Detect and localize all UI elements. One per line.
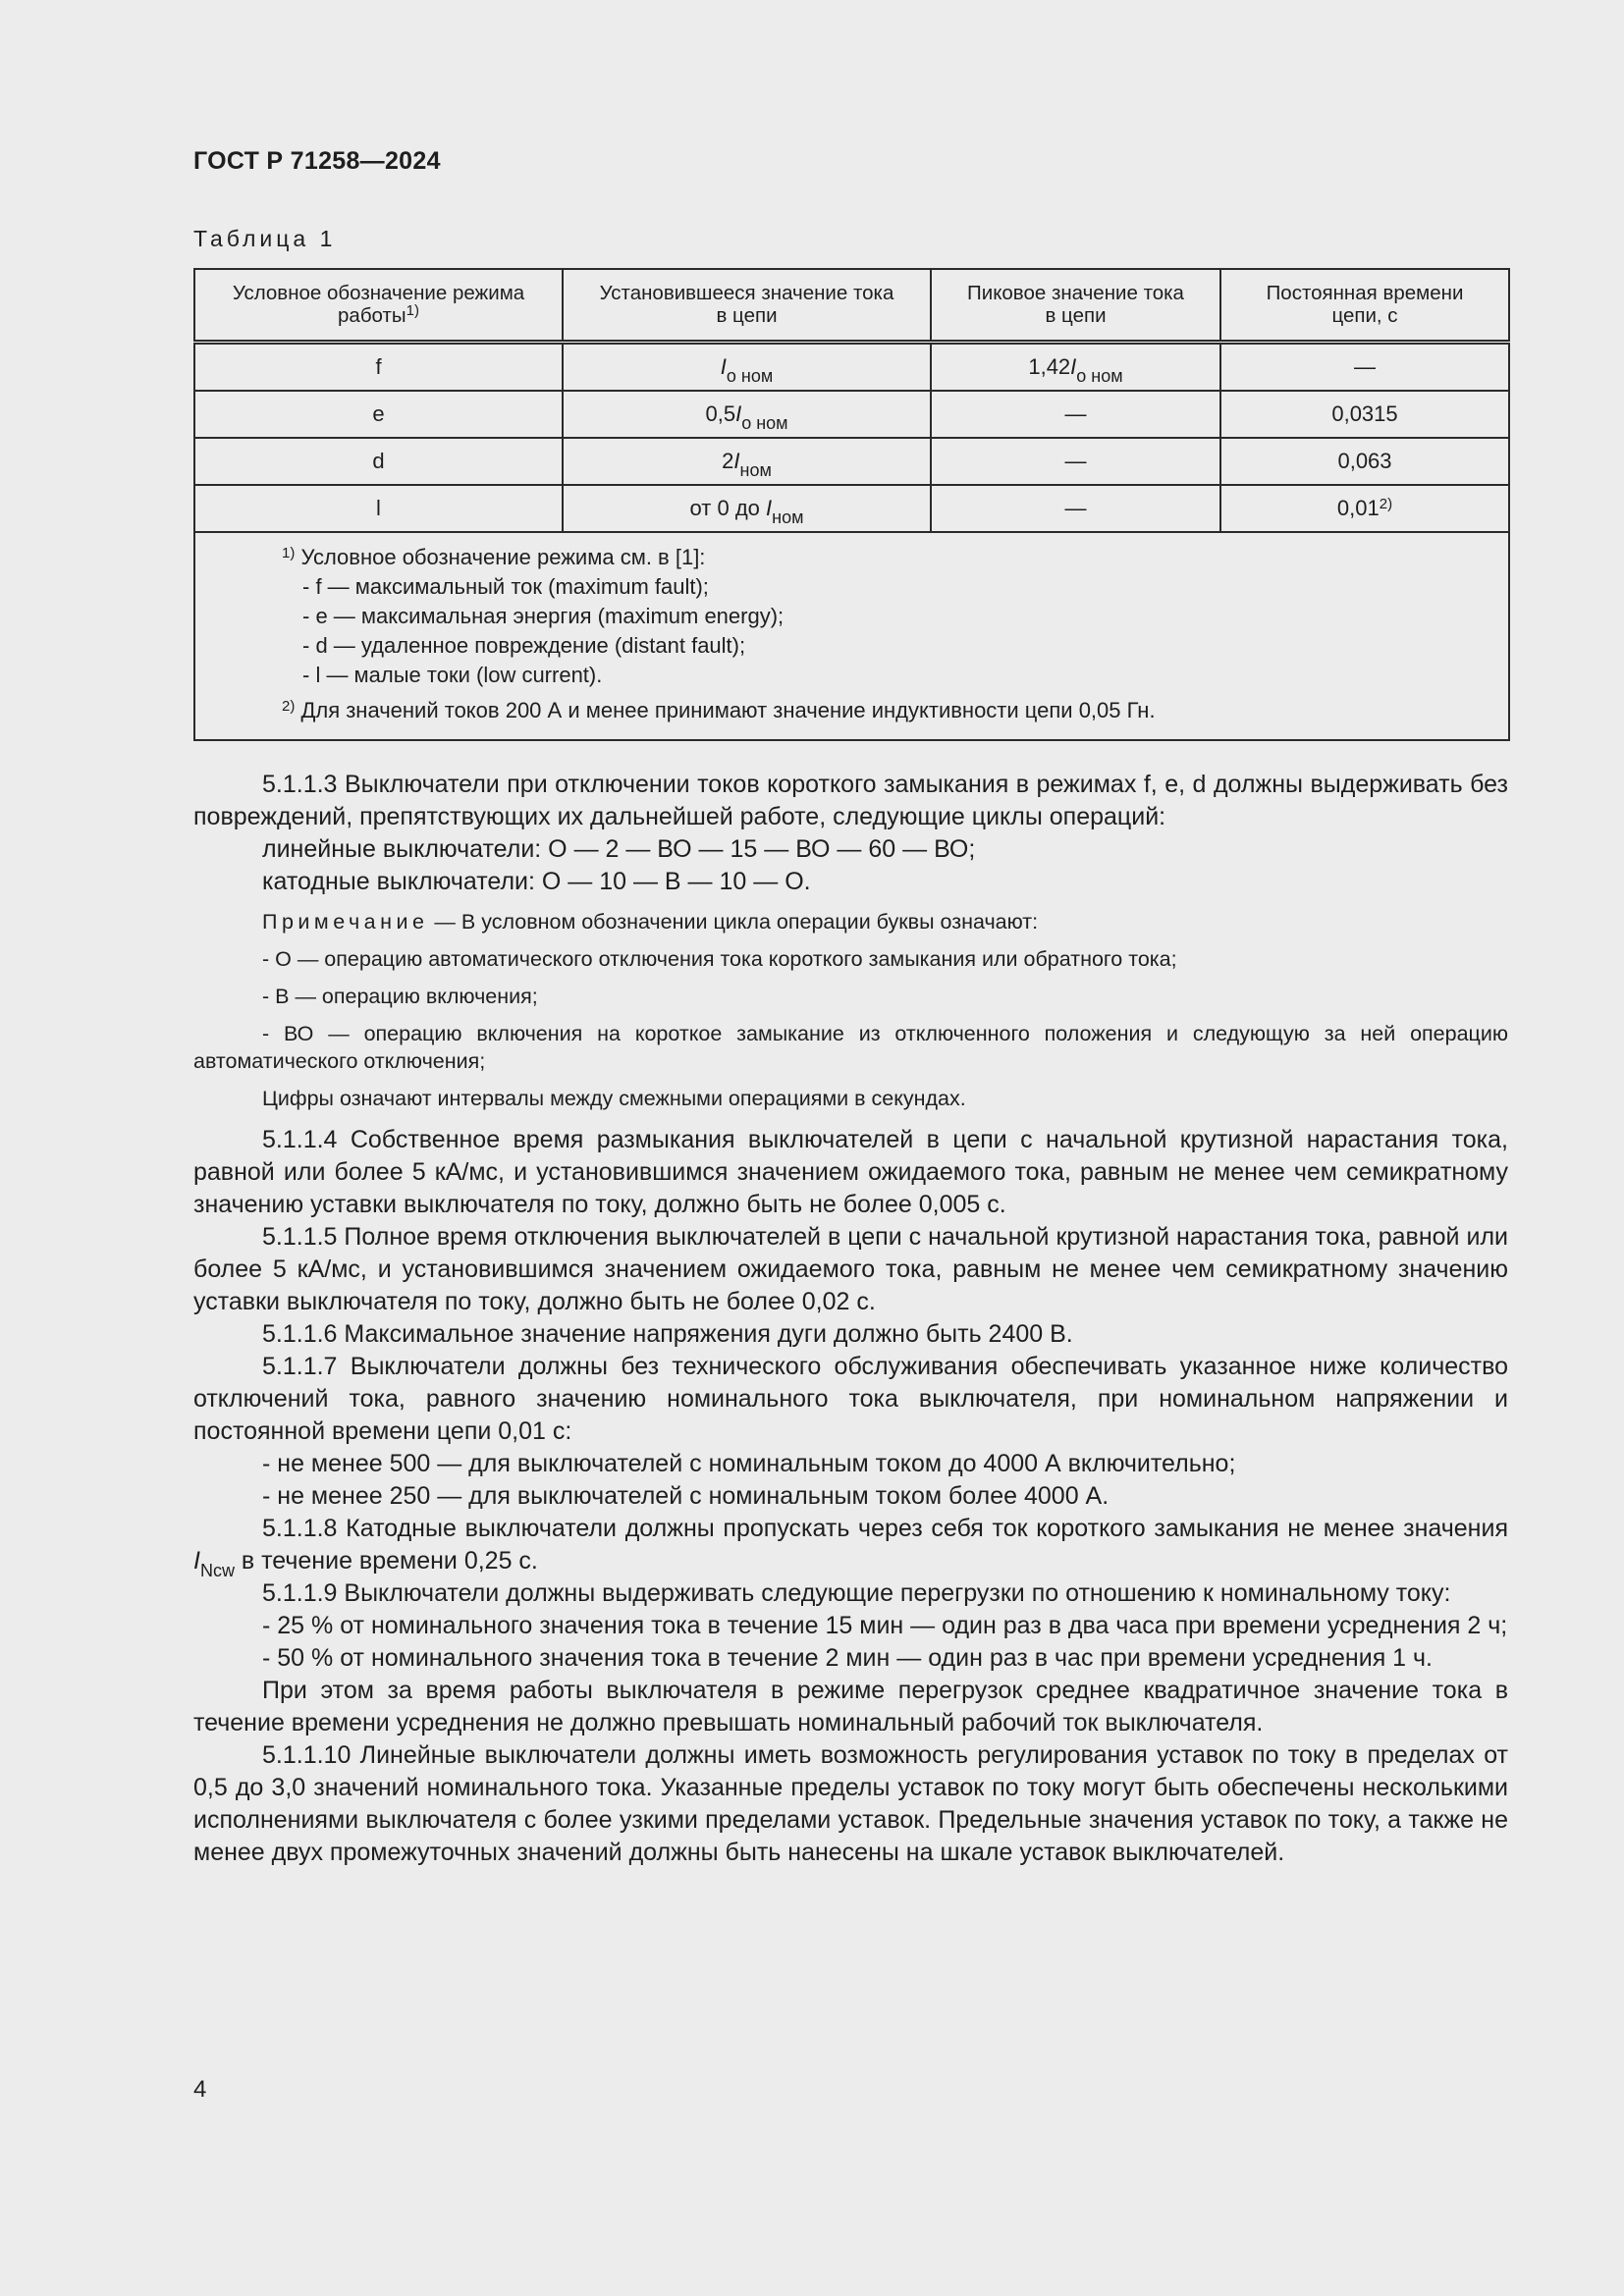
clause-5-1-1-6: 5.1.1.6 Максимальное значение напряжения дуги должно быть 2400 В. — [262, 1320, 1073, 1348]
cell-mode: d — [194, 438, 563, 485]
note-item: - ВО — операцию включения на короткое замыкание из отключенного положения и следующую за ней операцию автоматического отключения; — [193, 1022, 1508, 1073]
clause-5-1-1-9: 5.1.1.9 Выключатели должны выдерживать следующие перегрузки по отношению к номинальному току: — [262, 1579, 1451, 1607]
cell-mode: f — [194, 343, 563, 392]
clause-line: линейные выключатели: О — 2 — ВО — 15 — ВО — 60 — ВО; — [262, 835, 976, 863]
footnote-2: $^{2)}$ Для значений токов 200 А и менее принимают значение индуктивности цепи 0,05 Гн. — [282, 698, 1156, 722]
clause-line: катодные выключатели: О — 10 — В — 10 — О. — [262, 868, 811, 895]
note-intro: Примечание — В условном обозначении цикла операции буквы означают: — [262, 910, 1039, 934]
table-row — [194, 343, 1509, 392]
clause-5-1-1-7: 5.1.1.7 Выключатели должны без технического обслуживания обеспечивать указанное ниже количество отключений тока, равного значению номинального тока выключателя, при номинальном напряжении и постоянной времени цепи 0,01 с: — [193, 1353, 1508, 1445]
clause-paragraph: При этом за время работы выключателя в режиме перегрузок среднее квадратичное значение тока в течение времени усреднения не должно превышать номинальный рабочий ток выключателя. — [193, 1677, 1508, 1736]
clause-5-1-1-5: 5.1.1.5 Полное время отключения выключателей в цепи с начальной крутизной нарастания тока, равной или более 5 кА/мс, и установившимся значением ожидаемого тока, равным не менее чем семикратному значению уставки выключателя по току, должно быть не более 0,02 с. — [193, 1223, 1508, 1315]
note-item: - В — операцию включения; — [262, 985, 538, 1008]
list-item: - не менее 250 — для выключателей с номинальным током более 4000 А. — [262, 1482, 1110, 1510]
cell-tau: 0,063 — [1220, 438, 1509, 485]
table-row — [194, 438, 1509, 485]
note-item: - О — операцию автоматического отключения тока короткого замыкания или обратного тока; — [262, 947, 1177, 971]
cell-steady: $I_{о ном}$ — [563, 343, 931, 392]
cell-peak: — — [931, 485, 1220, 532]
cell-mode: l — [194, 485, 563, 532]
note-block — [193, 908, 1508, 1112]
table-row — [194, 391, 1509, 438]
cell-steady: $0,5I_{о ном}$ — [563, 391, 931, 438]
col-header-steady: Установившееся значение тока в цепи — [563, 269, 931, 343]
table-notes-row — [194, 532, 1509, 740]
cell-peak: — — [931, 438, 1220, 485]
footnote-item: - e — максимальная энергия (maximum energy); — [302, 604, 785, 628]
table-1 — [193, 268, 1508, 741]
footnote-item: - d — удаленное повреждение (distant fault); — [302, 633, 746, 658]
cell-tau: 0,0315 — [1220, 391, 1509, 438]
body-text — [193, 769, 1508, 1869]
clause-5-1-1-3: 5.1.1.3 Выключатели при отключении токов короткого замыкания в режимах f, e, d должны выдерживать без повреждений, препятствующих их дальнейшей работе, следующие циклы операций: — [193, 771, 1508, 830]
cell-steady: $2I_{ном}$ — [563, 438, 931, 485]
footnote-1: $^{1)}$ Условное обозначение режима см. в [1]: — [282, 545, 706, 569]
clause-5-1-1-10: 5.1.1.10 Линейные выключатели должны иметь возможность регулирования уставок по току в пределах от 0,5 до 3,0 значений номинального тока. Указанные пределы уставок по току могут быть обеспечены несколькими исполнениями выключателя с более узкими пределами уставок. Предельные значения уставок по току, а также не менее двух промежуточных значений должны быть нанесены на шкале уставок выключателей. — [193, 1741, 1508, 1866]
cell-peak: $1,42I_{о ном}$ — [931, 343, 1220, 392]
clause-5-1-1-8: 5.1.1.8 Катодные выключатели должны пропускать через себя ток короткого замыкания не менее значения $I_{Ncw}$ в течение времени 0,25 с. — [193, 1515, 1508, 1580]
col-header-mode: Условное обозначение режима работы$^{1)}$ — [194, 269, 563, 343]
col-header-peak: Пиковое значение тока в цепи — [931, 269, 1220, 343]
cell-peak: — — [931, 391, 1220, 438]
table-notes — [194, 532, 1509, 740]
table-header-row — [194, 269, 1509, 343]
list-item: - 50 % от номинального значения тока в течение 2 мин — один раз в час при времени усреднения 1 ч. — [262, 1644, 1433, 1672]
clause-5-1-1-4: 5.1.1.4 Собственное время размыкания выключателей в цепи с начальной крутизной нарастания тока, равной или более 5 кА/мс, и установившимся значением ожидаемого тока, равным не менее чем семикратному значению уставки выключателя по току, должно быть не более 0,005 с. — [193, 1126, 1508, 1218]
note-end: Цифры означают интервалы между смежными операциями в секундах. — [262, 1087, 966, 1110]
cell-tau: 0,01$^{2)}$ — [1220, 485, 1509, 532]
cell-tau: — — [1220, 343, 1509, 392]
document-header: ГОСТ Р 71258—2024 — [193, 147, 441, 175]
cell-mode: e — [194, 391, 563, 438]
footnote-ref: 1) — [406, 301, 419, 319]
table-caption: Таблица 1 — [193, 226, 337, 251]
footnote-item: - l — малые токи (low current). — [302, 663, 603, 687]
list-item: - 25 % от номинального значения тока в течение 15 мин — один раз в два часа при времени усреднения 2 ч; — [262, 1612, 1508, 1639]
footnote-item: - f — максимальный ток (maximum fault); — [302, 574, 709, 599]
table-row — [194, 485, 1509, 532]
list-item: - не менее 500 — для выключателей с номинальным током до 4000 А включительно; — [262, 1450, 1236, 1477]
page-number: 4 — [193, 2076, 207, 2103]
col-header-tau: Постоянная времени цепи, с — [1220, 269, 1509, 343]
cell-steady: от 0 до $I_{ном}$ — [563, 485, 931, 532]
